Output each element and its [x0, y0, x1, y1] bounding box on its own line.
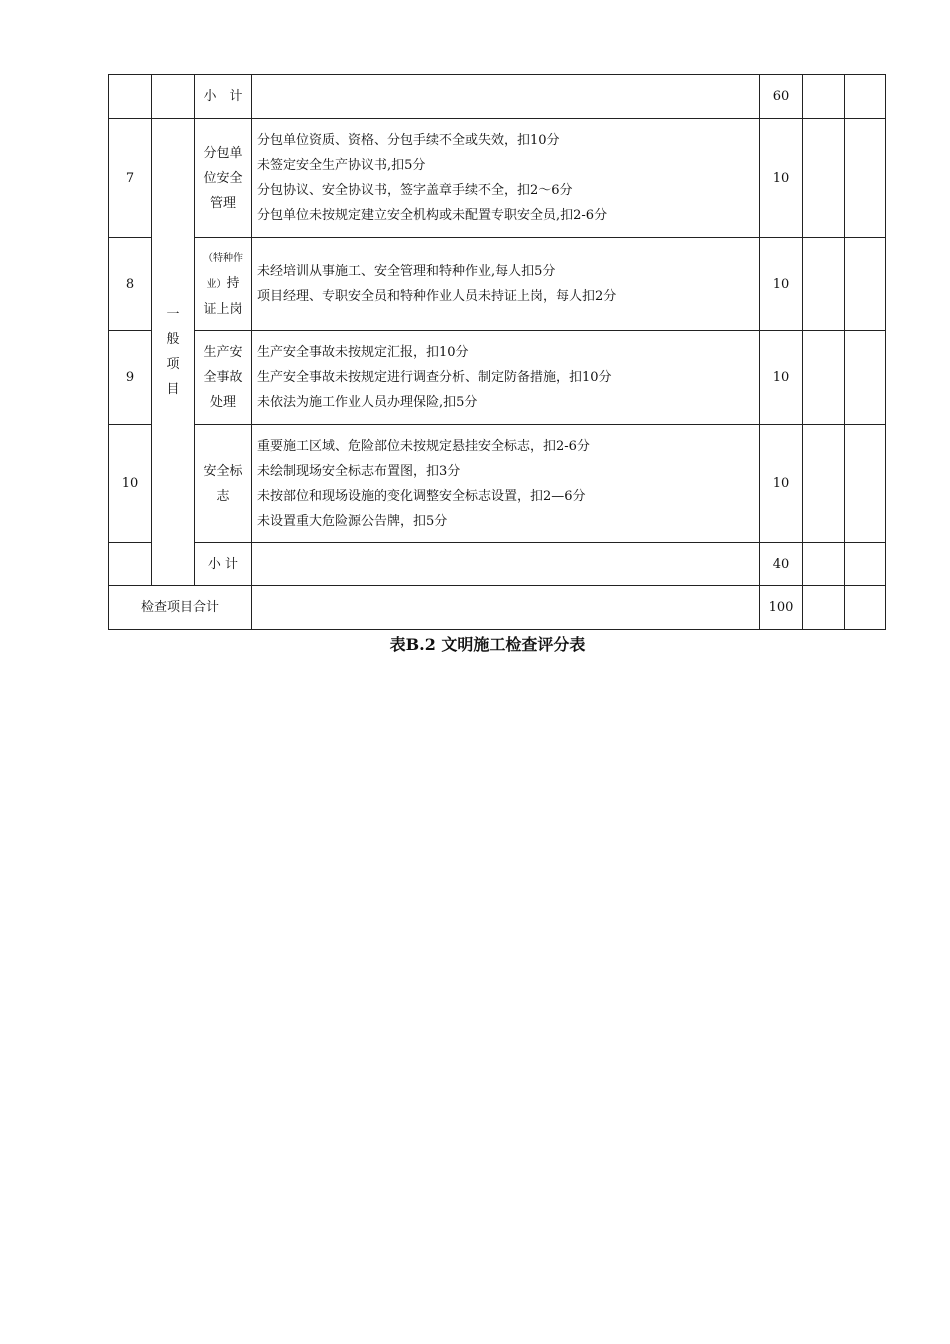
max-score: 10 [760, 425, 803, 543]
obtained-score [845, 119, 886, 238]
deduction-items [252, 75, 760, 119]
table-caption: 表B.2 文明施工检查评分表 [389, 635, 586, 654]
deducted-score [803, 543, 845, 586]
table-row-total [109, 586, 886, 630]
obtained-score [845, 331, 886, 425]
deduction-items: 重要施工区域、危险部位未按规定悬挂安全标志，扣2-6分 未绘制现场安全标志布置图，扣3分 未按部位和现场设施的变化调整安全标志设置，扣2—6分 未设置重大危险源公告牌，扣5分 [252, 425, 760, 543]
item-number: 7 [109, 119, 152, 238]
category-cell: 分包单 位安全 管理 [195, 119, 252, 238]
max-score: 10 [760, 331, 803, 425]
category-cell: 生产安 全事故 处理 [195, 331, 252, 425]
group-cell [152, 75, 195, 119]
max-score: 10 [760, 238, 803, 331]
table-row [109, 543, 886, 586]
score-table [108, 74, 886, 630]
item-number [109, 75, 152, 119]
deducted-score [803, 331, 845, 425]
category-cell: 小 计 [195, 543, 252, 586]
table-row [109, 331, 886, 425]
item-number: 8 [109, 238, 152, 331]
deduction-items: 未经培训从事施工、安全管理和特种作业,每人扣5分 项目经理、专职安全员和特种作业人员未持证上岗，每人扣2分 [252, 238, 760, 331]
table-row [109, 238, 886, 331]
table-row [109, 75, 886, 119]
deduction-items: 分包单位资质、资格、分包手续不全或失效，扣10分 未签定安全生产协议书,扣5分 分包协议、安全协议书，签字盖章手续不全，扣2～6分 分包单位未按规定建立安全机构或未配置专职安全员,扣2-6分 [252, 119, 760, 238]
total-score: 100 [760, 586, 803, 630]
group-label-general: 一 般 项 目 [152, 119, 195, 586]
obtained-score [845, 75, 886, 119]
obtained-score [845, 543, 886, 586]
table-row [109, 425, 886, 543]
item-number: 9 [109, 331, 152, 425]
max-score: 40 [760, 543, 803, 586]
item-number: 10 [109, 425, 152, 543]
deducted-score [803, 586, 845, 630]
deduction-items [252, 543, 760, 586]
deduction-items: 生产安全事故未按规定汇报，扣10分 生产安全事故未按规定进行调查分析、制定防备措施，扣10分 未依法为施工作业人员办理保险,扣5分 [252, 331, 760, 425]
max-score: 10 [760, 119, 803, 238]
deducted-score [803, 75, 845, 119]
obtained-score [845, 425, 886, 543]
deducted-score [803, 119, 845, 238]
deducted-score [803, 238, 845, 331]
total-label: 检查项目合计 [109, 586, 252, 630]
max-score: 60 [760, 75, 803, 119]
table-row [109, 119, 886, 238]
obtained-score [845, 238, 886, 331]
category-cell: 小 计 [195, 75, 252, 119]
category-cell: 安全标 志 [195, 425, 252, 543]
category-cell: （特种作 业）持 证上岗 [195, 238, 252, 331]
deducted-score [803, 425, 845, 543]
item-number [109, 543, 152, 586]
deduction-items [252, 586, 760, 630]
obtained-score [845, 586, 886, 630]
